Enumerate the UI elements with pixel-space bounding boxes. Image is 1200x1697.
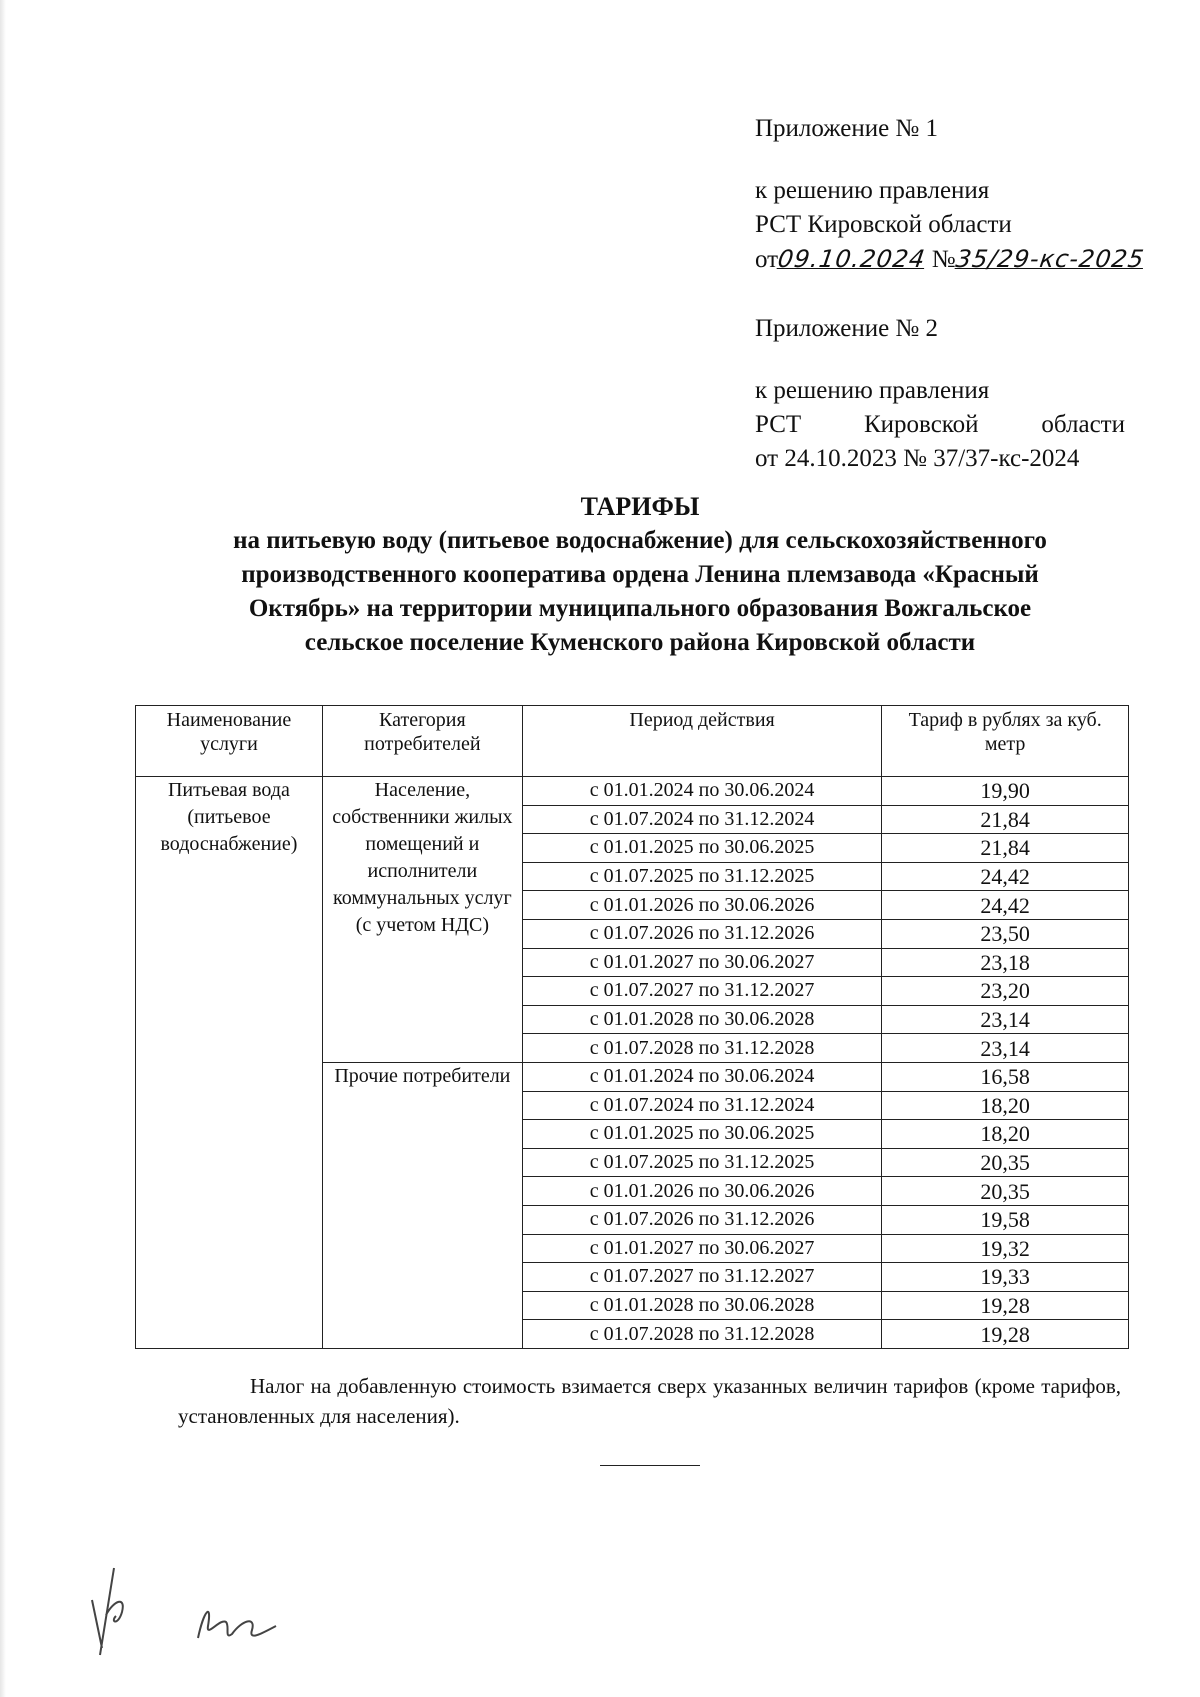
tariff-cell: 23,14	[882, 1005, 1129, 1034]
tariff-cell: 20,35	[882, 1177, 1129, 1206]
period-cell: с 01.07.2028 по 31.12.2028	[522, 1320, 882, 1349]
appendix-2	[755, 312, 1125, 476]
period-cell: с 01.07.2026 по 31.12.2026	[522, 1205, 882, 1234]
initial-stroke-1	[92, 1568, 123, 1655]
period-cell: с 01.01.2027 по 30.06.2027	[522, 948, 882, 977]
tariff-cell: 18,20	[882, 1120, 1129, 1149]
tariff-cell: 23,14	[882, 1034, 1129, 1063]
period-cell: с 01.01.2024 по 30.06.2024	[522, 1062, 882, 1091]
period-cell: с 01.07.2025 по 31.12.2025	[522, 862, 882, 891]
header-period: Период действия	[522, 706, 882, 777]
tariff-cell: 23,20	[882, 977, 1129, 1006]
header-service: Наименование услуги	[136, 706, 323, 777]
period-cell: с 01.07.2024 по 31.12.2024	[522, 1091, 882, 1120]
tariff-cell: 21,84	[882, 805, 1129, 834]
initial-stroke-2	[198, 1612, 276, 1638]
appendix-2-line2	[755, 408, 1125, 442]
handwritten-initials	[80, 1560, 340, 1660]
header-category: Категория потребителей	[322, 706, 522, 777]
category-population: Население, собственники жилых помещений и исполнители коммунальных услуг (с учетом НДС)	[322, 777, 522, 1063]
tariff-cell: 19,90	[882, 777, 1129, 806]
appendix-1-line1: к решению правления	[755, 177, 990, 204]
period-cell: с 01.01.2025 по 30.06.2025	[522, 1120, 882, 1149]
appendix-2-line3: от 24.10.2023 № 37/37-кс-2024	[755, 445, 1080, 472]
title-line: Октябрь» на территории муниципального образования Вожгальское	[248, 595, 1032, 622]
tariff-cell: 19,28	[882, 1320, 1129, 1349]
title-main: ТАРИФЫ	[580, 492, 700, 521]
period-cell: с 01.01.2024 по 30.06.2024	[522, 777, 882, 806]
tariff-cell: 16,58	[882, 1062, 1129, 1091]
tariff-cell: 24,42	[882, 862, 1129, 891]
category-other: Прочие потребители	[322, 1062, 522, 1348]
period-cell: с 01.07.2024 по 31.12.2024	[522, 805, 882, 834]
period-cell: с 01.07.2026 по 31.12.2026	[522, 919, 882, 948]
tariffs-table	[135, 705, 1129, 1349]
appendix-2-heading: Приложение № 2	[755, 315, 939, 342]
tariff-cell: 24,42	[882, 891, 1129, 920]
from-prefix: от	[755, 246, 779, 273]
period-cell: с 01.01.2028 по 30.06.2028	[522, 1291, 882, 1320]
tariff-cell: 20,35	[882, 1148, 1129, 1177]
period-cell: с 01.01.2026 по 30.06.2026	[522, 891, 882, 920]
tariff-cell: 23,18	[882, 948, 1129, 977]
tariff-cell: 19,58	[882, 1205, 1129, 1234]
appendix-1-heading: Приложение № 1	[755, 115, 939, 142]
appendix-1	[755, 112, 1144, 277]
period-cell: с 01.07.2025 по 31.12.2025	[522, 1148, 882, 1177]
tariff-cell: 19,33	[882, 1263, 1129, 1292]
period-cell: с 01.01.2026 по 30.06.2026	[522, 1177, 882, 1206]
period-cell: с 01.01.2028 по 30.06.2028	[522, 1005, 882, 1034]
period-cell: с 01.07.2027 по 31.12.2027	[522, 1263, 882, 1292]
period-cell: с 01.01.2025 по 30.06.2025	[522, 834, 882, 863]
handwritten-date: 09.10.2024	[776, 245, 928, 273]
document-title	[150, 490, 1130, 660]
appendix-2-line1: к решению правления	[755, 377, 990, 404]
title-line: производственного кооператива ордена Ленина племзавода «Красный	[241, 561, 1039, 588]
title-line: на питьевую воду (питьевое водоснабжение) для сельскохозяйственного	[233, 527, 1047, 554]
appendix-1-decision-ref	[755, 242, 1144, 277]
vat-note: Налог на добавленную стоимость взимается сверх указанных величин тарифов (кроме тарифов, установленных для населения).	[178, 1374, 1121, 1428]
period-cell: с 01.01.2027 по 30.06.2027	[522, 1234, 882, 1263]
number-prefix: №	[931, 246, 956, 273]
word: РСТ	[755, 411, 802, 438]
header-tariff: Тариф в рублях за куб. метр	[882, 706, 1129, 777]
tariff-cell: 19,28	[882, 1291, 1129, 1320]
table-header-row	[136, 706, 1129, 777]
word: Кировской	[864, 411, 979, 438]
title-line: сельское поселение Куменского района Кировской области	[304, 629, 976, 656]
appendix-1-line2: РСТ Кировской области	[755, 211, 1012, 238]
handwritten-number: 35/29-кс-2025	[953, 245, 1146, 273]
tariff-cell: 19,32	[882, 1234, 1129, 1263]
table-row	[136, 777, 1129, 806]
tariff-cell: 23,50	[882, 919, 1129, 948]
end-rule	[600, 1465, 700, 1466]
period-cell: с 01.07.2028 по 31.12.2028	[522, 1034, 882, 1063]
service-name: Питьевая вода (питьевое водоснабжение)	[136, 777, 323, 1349]
tariff-cell: 21,84	[882, 834, 1129, 863]
word: области	[1041, 411, 1125, 438]
period-cell: с 01.07.2027 по 31.12.2027	[522, 977, 882, 1006]
scan-edge	[0, 0, 6, 1697]
tariff-cell: 18,20	[882, 1091, 1129, 1120]
